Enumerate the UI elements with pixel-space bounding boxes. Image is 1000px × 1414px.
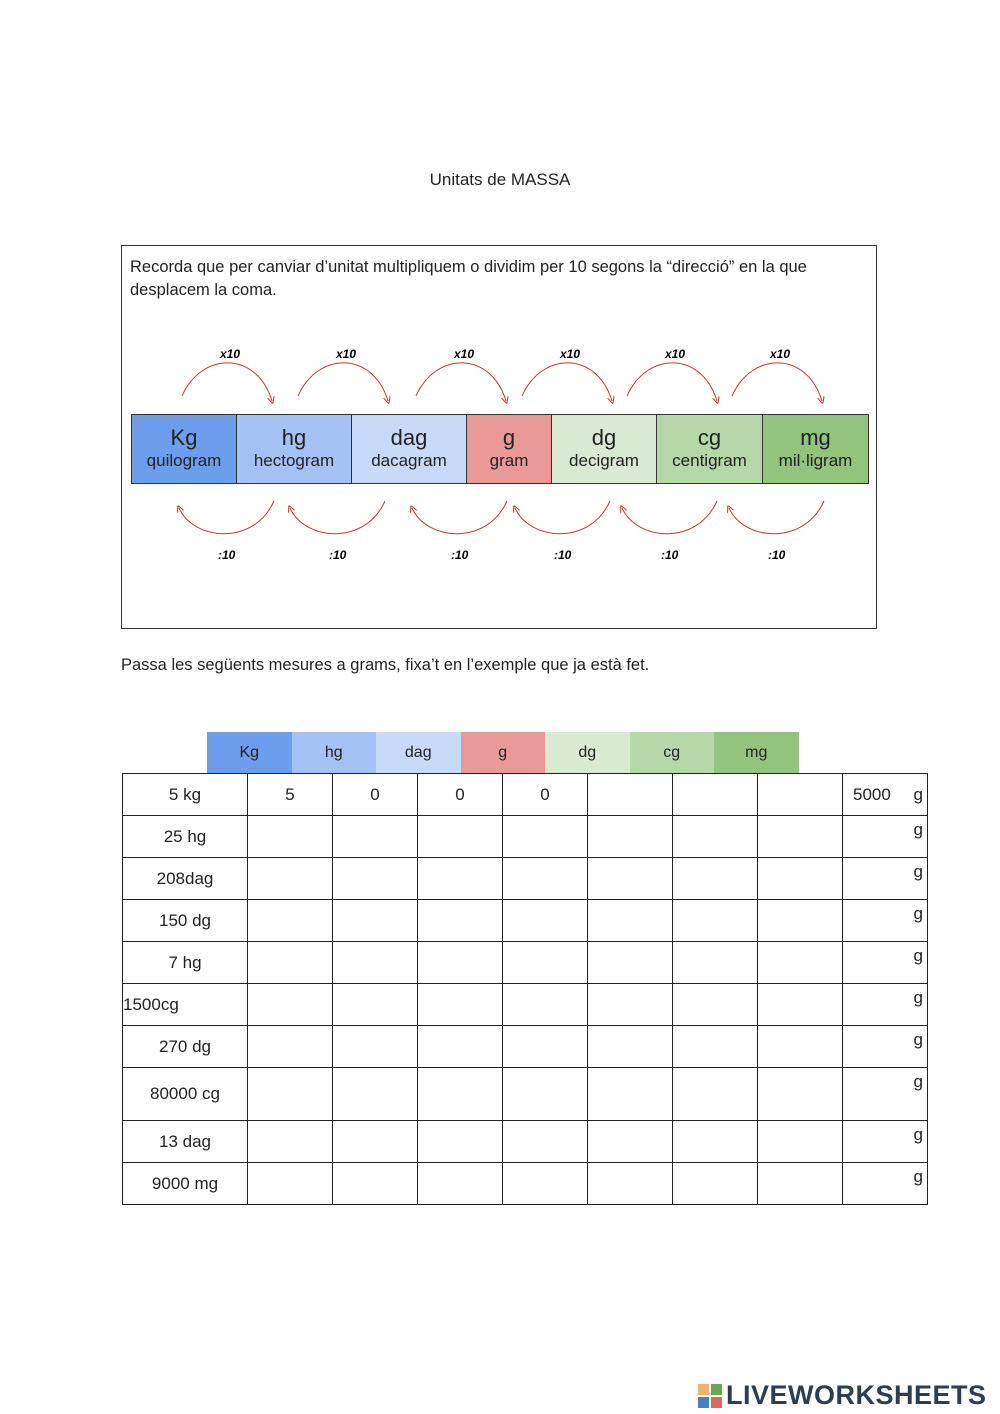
divide-arrow [179,501,274,534]
digit-cell[interactable] [758,1026,843,1068]
header-cell-dg: dg [545,732,630,773]
digit-cell[interactable] [588,900,673,942]
unit-name: gram [489,451,529,470]
multiply-label: x10 [770,347,791,361]
digit-cell[interactable] [588,1163,673,1205]
digit-cell[interactable] [673,1163,758,1205]
table-row [123,1026,928,1068]
brand-name: LIVEWORKSHEETS [726,1380,987,1410]
digit-cell[interactable] [588,858,673,900]
digit-cell[interactable] [248,900,333,942]
digit-cell[interactable]: 0 [503,774,588,816]
digit-cell[interactable] [588,984,673,1026]
instruction-text: Passa les següents mesures a grams, fixa’t en l’exemple que ja està fet. [121,656,650,674]
digit-cell[interactable] [503,1068,588,1121]
result-cell[interactable] [843,816,928,858]
logo-square [711,1384,722,1395]
multiply-arrow [182,363,272,401]
multiply-arrow [522,363,612,401]
digit-cell[interactable] [503,816,588,858]
digit-cell[interactable]: 0 [333,774,418,816]
digit-cell[interactable] [418,1121,503,1163]
info-box [121,245,877,629]
digit-cell[interactable]: 0 [418,774,503,816]
result-unit: g [913,862,923,881]
digit-cell[interactable] [588,816,673,858]
measure-cell: 80000 cg [123,1068,248,1121]
brand [698,1380,987,1411]
digit-cell[interactable] [673,1121,758,1163]
digit-cell[interactable] [588,774,673,816]
digit-cell[interactable] [248,1163,333,1205]
result-cell[interactable] [843,1121,928,1163]
table-row [123,774,928,816]
digit-cell[interactable] [758,774,843,816]
unit-abbr: mg [800,425,831,450]
digit-cell[interactable] [588,1026,673,1068]
divide-arrow [290,501,385,534]
digit-cell[interactable] [333,858,418,900]
result-cell[interactable] [843,1068,928,1121]
measure-cell: 270 dg [123,1026,248,1068]
digit-cell[interactable] [588,942,673,984]
multiply-arrow [298,363,388,401]
table-row [123,1068,928,1121]
unit-name: mil·ligram [778,451,853,470]
digit-cell[interactable] [673,816,758,858]
unit-abbr: Kg [170,425,198,450]
measure-cell: 5 kg [123,774,248,816]
unit-abbr: hg [281,425,307,450]
table-row [123,1163,928,1205]
result-cell[interactable] [843,984,928,1026]
measure-cell: 7 hg [123,942,248,984]
digit-cell[interactable] [673,1068,758,1121]
measure-cell: 208dag [123,858,248,900]
digit-cell[interactable] [588,1068,673,1121]
divide-label: :10 [329,548,347,562]
unit-name: hectogram [253,451,335,470]
digit-cell[interactable] [248,1068,333,1121]
result-cell[interactable] [843,900,928,942]
divide-arrow [729,501,824,534]
divide-arrow [412,501,507,534]
digit-cell[interactable] [673,942,758,984]
digit-cell[interactable] [758,900,843,942]
digit-cell[interactable] [333,816,418,858]
digit-cell[interactable] [673,858,758,900]
digit-cell[interactable] [418,1026,503,1068]
result-cell[interactable] [843,774,928,816]
unit-5 [657,415,763,483]
digit-cell[interactable] [333,900,418,942]
digit-cell[interactable] [248,1026,333,1068]
measure-cell: 13 dag [123,1121,248,1163]
divide-arrow [622,501,717,534]
divide-label: :10 [768,548,786,562]
unit-1 [237,415,352,483]
unit-abbr: cg [697,425,722,450]
multiply-arrow [732,363,822,401]
digit-cell[interactable] [248,942,333,984]
digit-cell[interactable] [418,858,503,900]
result-unit: g [913,785,923,804]
digit-cell[interactable] [758,1068,843,1121]
digit-cell[interactable] [673,984,758,1026]
digit-cell[interactable] [248,984,333,1026]
digit-cell[interactable] [333,942,418,984]
divide-label: :10 [554,548,572,562]
page-title: Unitats de MASSA [429,170,571,189]
digit-cell[interactable] [333,1026,418,1068]
unit-2 [352,415,467,483]
header-row [207,732,928,773]
digit-cell[interactable] [418,900,503,942]
conversion-table [122,773,928,1205]
logo-square [711,1397,722,1408]
conversion-grid [122,732,928,1205]
unit-name: decigram [569,451,639,470]
header-cell-g: g [461,732,546,773]
digit-cell[interactable] [758,1163,843,1205]
header-cell-cg: cg [630,732,715,773]
digit-cell[interactable] [673,1026,758,1068]
info-text: Recorda que per canviar d’unitat multipliquem o dividim per 10 segons la “direcció” en la que desplacem la coma. [130,258,807,299]
result-unit: g [913,1030,923,1049]
divide-label: :10 [661,548,679,562]
logo-square [698,1384,709,1395]
result-value: 5000 [853,785,891,804]
digit-cell[interactable] [503,1026,588,1068]
multiply-arrow [627,363,717,401]
table-row [123,1121,928,1163]
digit-cell[interactable] [333,1163,418,1205]
unit-0 [132,415,237,483]
digit-cell[interactable] [418,1068,503,1121]
result-unit: g [913,1072,923,1091]
unit-name: quilogram [146,451,222,470]
digit-cell[interactable] [503,984,588,1026]
header-cell-dag: dag [376,732,461,773]
digit-cell[interactable] [418,942,503,984]
unit-abbr: dag [390,425,428,450]
multiply-arrow [416,363,506,401]
unit-abbr: g [502,425,516,450]
measure-cell: 25 hg [123,816,248,858]
unit-name: dacagram [371,451,447,470]
result-cell[interactable] [843,1026,928,1068]
digit-cell[interactable] [503,1121,588,1163]
digit-cell[interactable] [503,942,588,984]
digit-cell[interactable] [588,1121,673,1163]
multiply-label: x10 [665,347,686,361]
digit-cell[interactable] [333,984,418,1026]
digit-cell[interactable] [758,816,843,858]
result-cell[interactable] [843,858,928,900]
multiply-label: x10 [560,347,581,361]
unit-3 [467,415,552,483]
result-cell[interactable] [843,942,928,984]
multiply-label: x10 [454,347,475,361]
table-row [123,984,928,1026]
digit-cell[interactable] [333,1068,418,1121]
multiply-label: x10 [336,347,357,361]
unit-name: centigram [672,451,747,470]
divide-label: :10 [218,548,236,562]
digit-cell[interactable] [758,1121,843,1163]
multiply-label: x10 [220,347,241,361]
header-cell-kg: Kg [207,732,292,773]
logo-square [698,1397,709,1408]
digit-cell[interactable] [248,858,333,900]
digit-cell[interactable] [248,1121,333,1163]
liveworksheets-logo-icon [698,1384,722,1408]
result-unit: g [913,820,923,839]
divide-arrow [515,501,610,534]
table-row [123,942,928,984]
digit-cell[interactable] [758,942,843,984]
digit-cell[interactable] [418,984,503,1026]
header-cell-hg: hg [292,732,377,773]
measure-cell: 9000 mg [123,1163,248,1205]
measure-cell: 150 dg [123,900,248,942]
table-row [123,858,928,900]
table-row [123,816,928,858]
unit-strip [131,414,869,484]
unit-abbr: dg [591,425,617,450]
digit-cell[interactable] [758,984,843,1026]
digit-cell[interactable] [333,1121,418,1163]
result-unit: g [913,1167,923,1186]
unit-6 [763,415,868,483]
measure-cell: 1500cg [123,984,248,1026]
digit-cell[interactable] [248,816,333,858]
digit-cell[interactable] [673,900,758,942]
digit-cell[interactable] [673,774,758,816]
digit-cell[interactable] [418,816,503,858]
digit-cell[interactable] [503,1163,588,1205]
result-unit: g [913,946,923,965]
digit-cell[interactable] [418,1163,503,1205]
digit-cell[interactable]: 5 [248,774,333,816]
digit-cell[interactable] [503,900,588,942]
result-unit: g [913,988,923,1007]
table-row [123,900,928,942]
header-cell-mg: mg [714,732,799,773]
digit-cell[interactable] [758,858,843,900]
result-unit: g [913,1125,923,1144]
unit-4 [552,415,657,483]
digit-cell[interactable] [503,858,588,900]
divide-label: :10 [451,548,469,562]
result-cell[interactable] [843,1163,928,1205]
result-unit: g [913,904,923,923]
